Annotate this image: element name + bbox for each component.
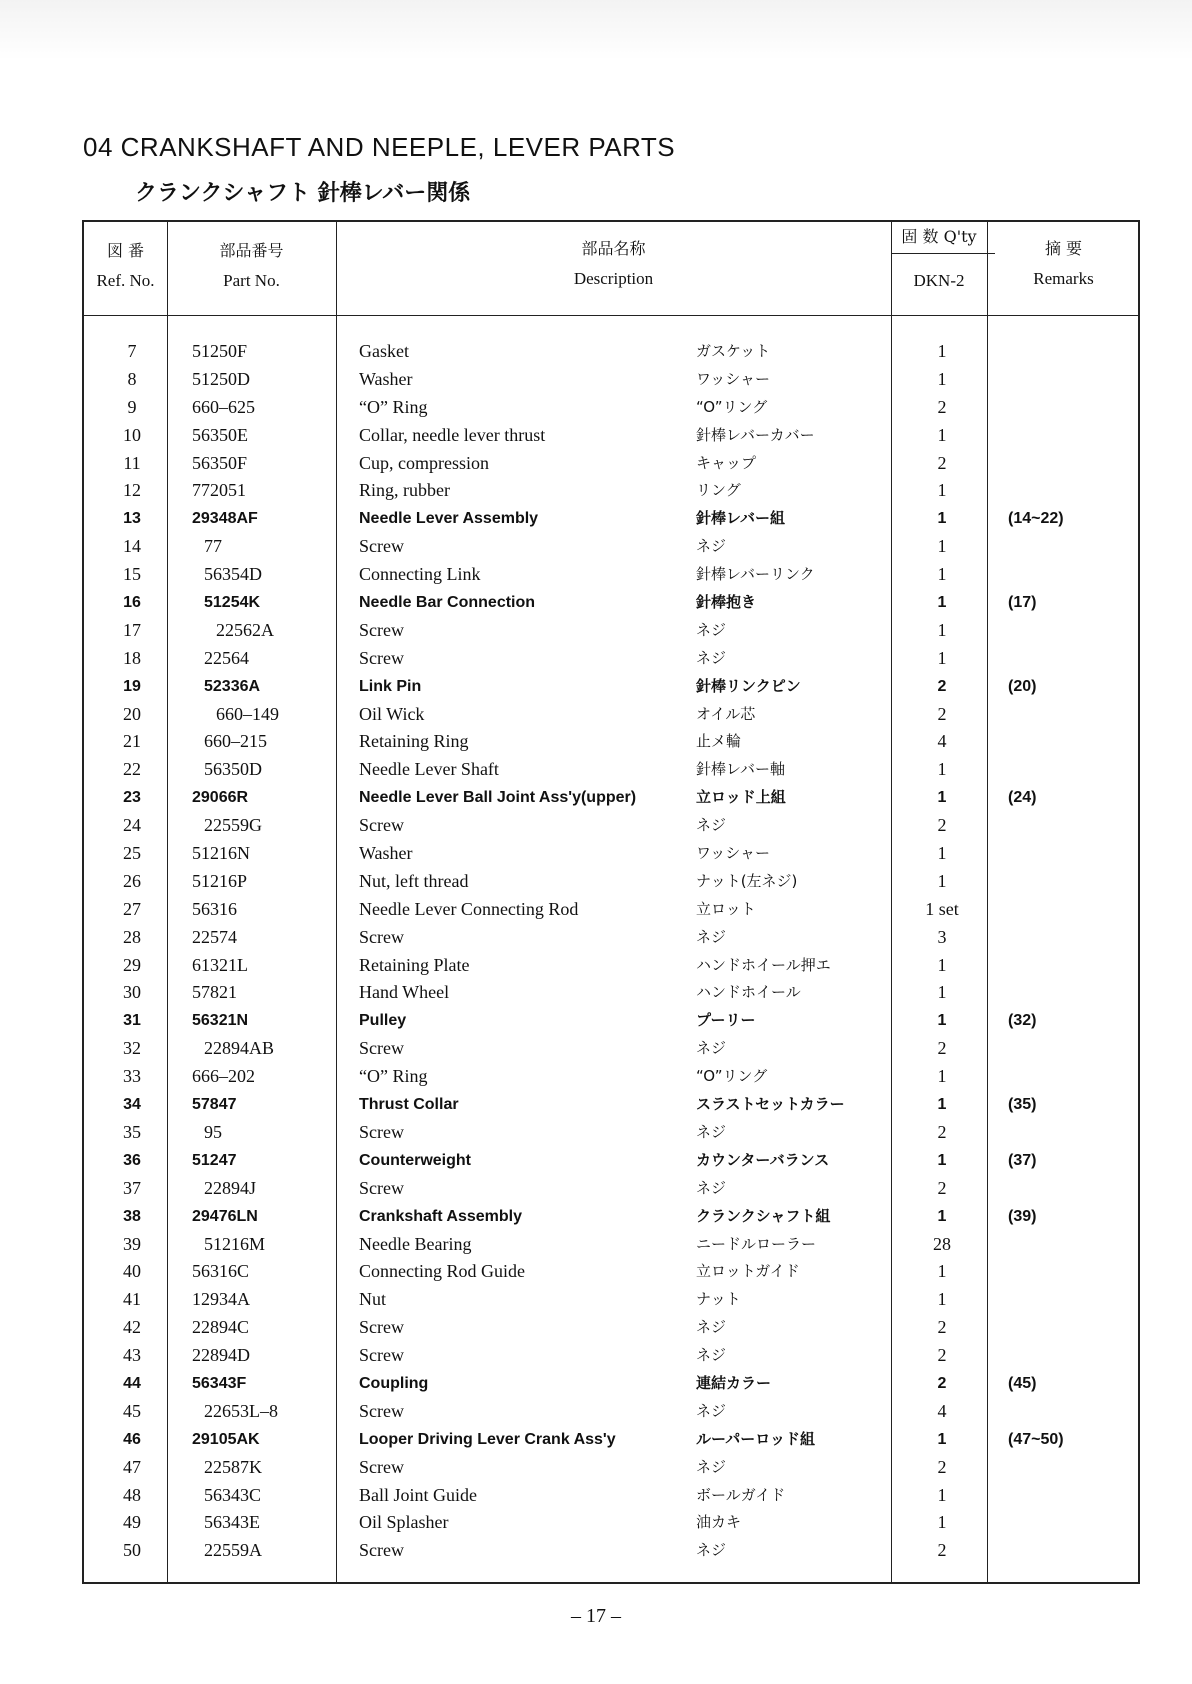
ref-number: 10 [123,424,141,445]
part-description: Screw [359,1456,404,1477]
part-description-japanese: スラストセットカラー [696,1095,845,1114]
part-quantity: 1 [937,1096,947,1114]
part-quantity: 1 [937,564,947,585]
ref-number: 11 [123,452,141,473]
part-number: 56321N [192,1012,249,1030]
part-description-japanese: リング [696,481,741,500]
table-row [84,756,1138,784]
part-description: Ring, rubber [359,480,450,501]
part-description: Hand Wheel [359,982,450,1003]
page-title: 04 CRANKSHAFT AND NEEPLE, LEVER PARTS [83,132,676,162]
part-description: Screw [359,1038,404,1059]
part-description: Screw [359,536,404,557]
part-quantity: 1 [937,1512,947,1533]
table-row [84,422,1138,450]
part-number: 56350D [204,759,262,780]
ref-number: 19 [123,677,141,695]
part-description-japanese: 針棒リンクピン [696,676,801,695]
part-description: Cup, compression [359,452,489,473]
ref-number: 28 [123,926,141,947]
part-description: Needle Lever Connecting Rod [359,898,579,919]
part-quantity: 1 [937,1207,947,1225]
table-row [84,728,1138,756]
part-description: Nut, left thread [359,870,469,891]
part-description: Washer [359,843,413,864]
part-number: 51247 [192,1151,237,1169]
part-quantity: 2 [937,1038,947,1059]
part-number: 660–149 [216,703,279,724]
header-remarks-ja: 摘 要 [1044,239,1083,258]
part-quantity: 1 [937,759,947,780]
part-number: 57847 [192,1096,237,1114]
ref-number: 34 [123,1096,141,1114]
header-part-ja: 部品番号 [219,241,284,260]
part-description: Needle Lever Ball Joint Ass'y(upper) [359,789,637,807]
part-description-japanese: 立ロットガイド [696,1262,800,1281]
table-row [84,1398,1138,1426]
part-quantity: 2 [937,1121,947,1142]
part-number: 22559A [204,1540,262,1561]
part-quantity: 1 set [925,898,959,919]
ref-number: 18 [123,647,141,668]
ref-number: 48 [123,1484,141,1505]
table-row [84,1482,1138,1510]
part-description: Screw [359,647,404,668]
part-description-japanese: ネジ [696,1122,727,1141]
part-description-japanese: ネジ [696,1457,727,1476]
part-description-japanese: ナット [696,1290,741,1309]
part-description-japanese: 止メ輪 [696,732,742,751]
part-description-japanese: ネジ [696,1178,727,1197]
table-row [84,1258,1138,1286]
part-quantity: 1 [937,424,947,445]
part-description-japanese: ルーパーロッド組 [696,1429,815,1448]
header-desc-ja: 部品名称 [581,239,646,258]
part-description-japanese: ナット(左ネジ) [696,871,798,890]
ref-number: 22 [123,759,141,780]
part-description-japanese: 油カキ [696,1513,742,1532]
part-remarks: (20) [1008,677,1037,695]
ref-number: 36 [123,1151,141,1169]
header-divider [84,315,1138,316]
part-description-japanese: ネジ [696,816,727,835]
part-number: 12934A [192,1289,250,1310]
part-quantity: 1 [937,1484,947,1505]
ref-number: 39 [123,1233,141,1254]
part-remarks: (14~22) [1008,510,1064,528]
part-description: Screw [359,1177,404,1198]
part-quantity: 2 [937,1177,947,1198]
part-quantity: 1 [937,1430,947,1448]
part-quantity: 1 [937,789,947,807]
part-number: 22894C [192,1317,250,1338]
part-quantity: 3 [937,926,947,947]
ref-number: 7 [127,341,137,361]
part-description-japanese: ネジ [696,1346,727,1365]
header-ref-en: Ref. No. [96,271,155,290]
part-description-japanese: ネジ [696,648,727,667]
part-description-japanese: ワッシャー [696,844,770,863]
ref-number: 32 [123,1038,141,1059]
part-description-japanese: ネジ [696,620,727,639]
part-quantity: 1 [937,870,947,891]
part-description: Connecting Rod Guide [359,1261,525,1282]
page-title-japanese: クランクシャフト 針棒レバー関係 [135,181,471,206]
part-quantity: 1 [937,1012,947,1030]
part-description-japanese: カウンターバランス [696,1150,830,1169]
part-description-japanese: ハンドホイール [696,983,801,1002]
part-description: Oil Wick [359,703,425,724]
part-quantity: 1 [937,1261,947,1282]
part-description-japanese: 針棒レバー組 [696,509,785,528]
table-row [84,477,1138,505]
page-number: – 17 – [571,1605,621,1627]
part-description-japanese: ハンドホイール押エ [696,955,831,974]
part-description: Screw [359,1400,404,1421]
table-row [84,1175,1138,1203]
part-description: Counterweight [359,1151,471,1169]
header-qty-model-cell [891,266,987,296]
header-part-en: Part No. [223,271,280,290]
table-row [84,561,1138,589]
ref-number: 45 [123,1400,141,1421]
part-number: 22894AB [204,1038,275,1059]
part-description: Collar, needle lever thrust [359,424,546,445]
part-number: 772051 [192,480,246,501]
table-row [84,784,1138,812]
part-number: 77 [204,536,222,557]
table-row [84,840,1138,868]
part-quantity: 2 [937,1540,947,1561]
table-row [84,589,1138,617]
part-description-japanese: オイル芯 [696,704,756,723]
part-number: 22564 [204,647,249,668]
part-description: Coupling [359,1374,429,1392]
part-description-japanese: クランクシャフト組 [696,1206,831,1225]
part-quantity: 1 [937,982,947,1003]
ref-number: 40 [123,1261,141,1282]
part-number: 51216M [204,1233,266,1254]
part-number: 22574 [192,926,237,947]
ref-number: 24 [123,815,141,836]
part-description-japanese: プーリー [696,1011,756,1030]
part-number: 29066R [192,789,249,807]
part-description: Crankshaft Assembly [359,1207,523,1225]
part-quantity: 4 [937,1400,947,1421]
table-row [84,1286,1138,1314]
part-quantity: 1 [937,536,947,557]
part-remarks: (45) [1008,1374,1037,1392]
ref-number: 31 [123,1012,141,1030]
part-remarks: (24) [1008,789,1037,807]
part-description-japanese: ガスケット [696,342,771,360]
table-row [84,701,1138,729]
ref-number: 23 [123,789,141,807]
table-row [84,1509,1138,1537]
part-quantity: 1 [937,954,947,975]
part-description: Screw [359,1317,404,1338]
part-description-japanese: 立ロッド上組 [696,788,786,807]
ref-number: 9 [127,396,137,417]
part-number: 57821 [192,982,237,1003]
part-quantity: 1 [937,594,947,612]
part-description: Pulley [359,1012,407,1030]
part-number: 51254K [204,594,261,612]
part-description: Needle Lever Shaft [359,759,499,780]
part-description-japanese: ネジ [696,1318,727,1337]
header-ref [84,236,167,296]
part-quantity: 1 [937,341,947,361]
ref-number: 30 [123,982,141,1003]
table-row [84,1231,1138,1259]
part-number: 56354D [204,564,262,585]
header-qty-model: DKN-2 [913,271,965,290]
ref-number: 38 [123,1207,141,1225]
part-description: Needle Bar Connection [359,594,536,612]
table-row [84,1147,1138,1175]
ref-number: 25 [123,843,141,864]
part-number: 51216P [192,870,248,891]
part-description: Link Pin [359,677,422,695]
part-remarks: (37) [1008,1151,1037,1169]
part-number: 61321L [192,954,248,975]
table-row [84,1063,1138,1091]
part-number: 95 [204,1121,222,1142]
part-quantity: 2 [937,703,947,724]
table-row [84,617,1138,645]
ref-number: 15 [123,564,141,585]
part-description-japanese: 針棒レバーカバー [696,425,815,444]
part-number: 22562A [216,619,274,640]
table-row [84,533,1138,561]
ref-number: 26 [123,870,141,891]
part-description-japanese: ネジ [696,927,727,946]
table-row [84,896,1138,924]
ref-number: 13 [123,510,141,528]
part-number: 660–625 [192,396,255,417]
ref-number: 27 [123,898,141,919]
ref-number: 21 [123,731,141,752]
table-row [84,1119,1138,1147]
part-description: Looper Driving Lever Crank Ass'y [359,1430,616,1448]
part-number: 29105AK [192,1430,260,1448]
table-row [84,1314,1138,1342]
part-description: “O” Ring [359,396,428,417]
table-row [84,505,1138,533]
header-remarks [987,234,1140,294]
part-quantity: 1 [937,480,947,501]
table-row [84,338,1138,366]
header-remarks-en: Remarks [1033,269,1094,288]
part-description-japanese: 針棒レバー軸 [696,760,785,779]
part-description-japanese: キャップ [696,453,757,472]
ref-number: 12 [123,480,141,501]
part-number: 51216N [192,843,250,864]
part-description: Nut [359,1289,386,1310]
part-quantity: 1 [937,843,947,864]
table-row [84,924,1138,952]
part-number: 29476LN [192,1207,258,1225]
parts-table-body [84,338,1138,1565]
part-quantity: 1 [937,1289,947,1310]
part-quantity: 2 [937,452,947,473]
table-row [84,1370,1138,1398]
part-description-japanese: ネジ [696,1541,727,1560]
header-qty [891,222,987,252]
header-ref-ja: 図 番 [106,241,145,260]
header-description [336,234,891,294]
part-description-japanese: “O”リング [696,1067,768,1086]
ref-number: 33 [123,1066,141,1087]
part-remarks: (32) [1008,1012,1037,1030]
part-quantity: 2 [937,1374,947,1392]
part-description: Screw [359,926,404,947]
part-description: Thrust Collar [359,1096,459,1114]
part-number: 56350E [192,424,248,445]
part-description: Screw [359,1121,404,1142]
ref-number: 20 [123,703,141,724]
table-row [84,952,1138,980]
ref-number: 44 [123,1374,141,1392]
part-description: “O” Ring [359,1066,428,1087]
part-remarks: (39) [1008,1207,1037,1225]
part-quantity: 1 [937,510,947,528]
table-row [84,1007,1138,1035]
part-quantity: 1 [937,647,947,668]
part-description: Oil Splasher [359,1512,449,1533]
part-quantity: 2 [937,1317,947,1338]
part-description-japanese: ネジ [696,537,727,556]
header-desc-en: Description [573,269,654,288]
table-row [84,812,1138,840]
part-description-japanese: ニードルローラー [696,1234,817,1253]
part-description-japanese: 立ロット [696,899,756,918]
part-description: Screw [359,1345,404,1366]
part-quantity: 2 [937,396,947,417]
part-quantity: 2 [937,815,947,836]
part-quantity: 2 [937,1456,947,1477]
part-quantity: 4 [937,731,947,752]
table-row [84,1454,1138,1482]
ref-number: 46 [123,1430,141,1448]
qty-header-divider [891,253,995,254]
ref-number: 16 [123,594,141,612]
part-description: Washer [359,368,413,389]
part-quantity: 28 [933,1233,951,1254]
part-remarks: (35) [1008,1096,1037,1114]
part-remarks: (47~50) [1008,1430,1064,1448]
part-quantity: 1 [937,1151,947,1169]
part-number: 56343C [204,1484,262,1505]
ref-number: 49 [123,1512,141,1533]
part-remarks: (17) [1008,594,1037,612]
header-qty-label: 固 数 Q'ty [901,227,977,246]
part-quantity: 1 [937,1066,947,1087]
part-description: Needle Lever Assembly [359,510,539,528]
part-description: Retaining Ring [359,731,469,752]
part-description-japanese: 針棒レバーリンク [696,565,815,584]
table-row [84,1342,1138,1370]
table-row [84,868,1138,896]
part-description-japanese: ネジ [696,1401,727,1420]
part-description-japanese: ネジ [696,1039,727,1058]
ref-number: 43 [123,1345,141,1366]
part-quantity: 2 [937,677,947,695]
part-description-japanese: 連結カラー [696,1373,772,1392]
part-description: Needle Bearing [359,1233,472,1254]
part-number: 56316C [192,1261,250,1282]
part-quantity: 2 [937,1345,947,1366]
ref-number: 42 [123,1317,141,1338]
part-number: 51250F [192,341,248,361]
table-row [84,979,1138,1007]
ref-number: 41 [123,1289,141,1310]
part-quantity: 1 [937,368,947,389]
part-number: 660–215 [204,731,267,752]
table-row [84,1203,1138,1231]
part-description-japanese: ワッシャー [696,369,770,388]
part-description: Screw [359,815,404,836]
table-row [84,1537,1138,1565]
table-row [84,645,1138,673]
table-row [84,366,1138,394]
header-part [167,236,336,296]
part-number: 666–202 [192,1066,255,1087]
ref-number: 17 [123,619,141,640]
table-row [84,450,1138,478]
part-description-japanese: “O”リング [696,397,768,416]
part-number: 51250D [192,368,250,389]
part-number: 22559G [204,815,262,836]
part-description: Connecting Link [359,564,481,585]
ref-number: 14 [123,536,141,557]
table-row [84,673,1138,701]
table-row [84,394,1138,422]
table-row [84,1426,1138,1454]
part-quantity: 1 [937,619,947,640]
part-description: Ball Joint Guide [359,1484,477,1505]
part-number: 22894D [192,1345,250,1366]
part-number: 29348AF [192,510,258,528]
part-number: 56343F [192,1374,247,1392]
part-number: 56316 [192,898,237,919]
parts-table [82,220,1140,1584]
part-number: 52336A [204,677,261,695]
table-row [84,1035,1138,1063]
table-row [84,1091,1138,1119]
part-description-japanese: ボールガイド [696,1485,786,1504]
part-description: Screw [359,619,404,640]
ref-number: 35 [123,1121,141,1142]
part-description-japanese: 針棒抱き [696,593,757,612]
ref-number: 8 [127,368,137,389]
part-number: 22587K [204,1456,262,1477]
part-number: 56343E [204,1512,260,1533]
part-number: 22894J [204,1177,257,1198]
part-number: 22653L–8 [204,1400,278,1421]
part-description: Retaining Plate [359,954,470,975]
scan-shadow [0,0,1192,60]
ref-number: 29 [123,954,141,975]
part-number: 56350F [192,452,248,473]
part-description: Gasket [359,341,409,361]
ref-number: 50 [123,1540,141,1561]
ref-number: 37 [123,1177,141,1198]
part-description: Screw [359,1540,404,1561]
ref-number: 47 [123,1456,141,1477]
